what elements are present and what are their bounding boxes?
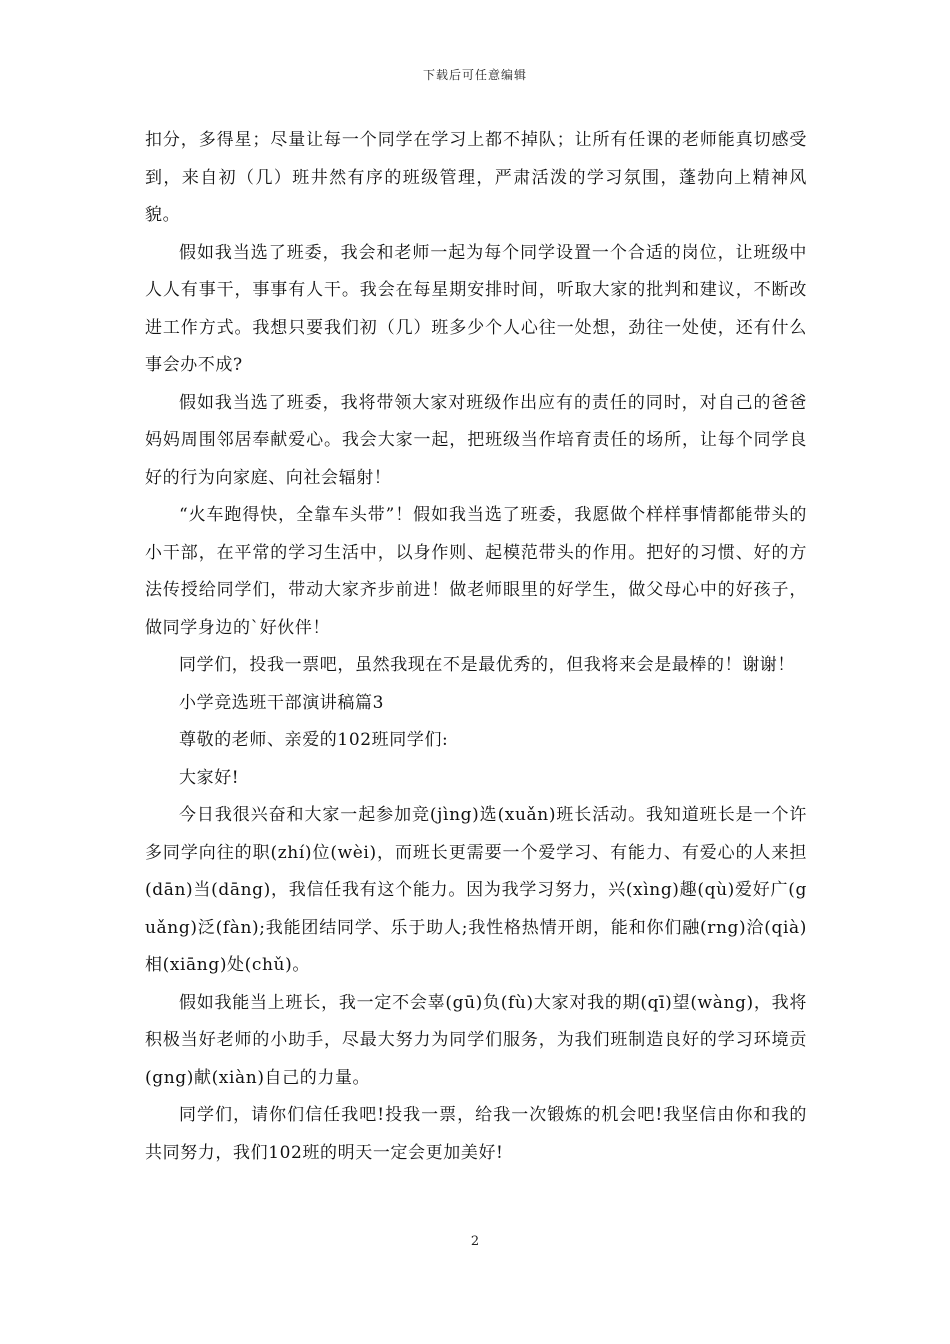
paragraph-introduction: 今日我很兴奋和大家一起参加竞(jìng)选(xuǎn)班长活动。我知道班长是一个许多同学向往的职(zhí)位(wèi)，而班长更需要一个爱学习、有能力、有爱心的人来担(dān)当(dāng)，我信任我有这个能力。因为我学习努力，兴(xìng)趣(qù)爱好广(guǎng)泛(fàn);我能团结同学、乐于助人;我性格热情开朗，能和你们融(rng)洽(qià)相(xiāng)处(chǔ)。 (145, 805, 807, 975)
paragraph-vote-appeal: 同学们，投我一票吧，虽然我现在不是最优秀的，但我将来会是最棒的！谢谢！ (179, 655, 795, 675)
page-number: 2 (470, 1234, 480, 1249)
greeting: 大家好! (179, 767, 240, 788)
paragraph-positions: 假如我当选了班委，我会和老师一起为每个同学设置一个合适的岗位，让班级中人人有事干，事事有人干。我会在每星期安排时间，听取大家的批判和建议，不断改进工作方式。我想只要我们初（几）班多少个人心往一处想，劲往一处使，还有什么事会办不成? (145, 242, 807, 375)
section-title: 小学竞选班干部演讲稿篇3 (179, 692, 385, 713)
header-note: 下载后可任意编辑 (422, 68, 527, 82)
paragraph-promise: 假如我能当上班长，我一定不会辜(gū)负(fù)大家对我的期(qī)望(wàng)，我将积极当好老师的小助手，尽最大努力为同学们服务，为我们班制造良好的学习环境贡(gng)献(xiàn)自己的力量。 (145, 992, 807, 1088)
salutation: 尊敬的老师、亲爱的102班同学们: (179, 730, 449, 750)
paragraph-continuation: 扣分，多得星；尽量让每一个同学在学习上都不掉队；让所有任课的老师能真切感受到，来自初（几）班井然有序的班级管理，严肃活泼的学习氛围，蓬勃向上精神风貌。 (145, 130, 807, 225)
paragraph-closing: 同学们，请你们信任我吧!投我一票，给我一次锻炼的机会吧!我坚信由你和我的共同努力，我们102班的明天一定会更加美好! (145, 1105, 807, 1163)
paragraph-responsibility: 假如我当选了班委，我将带领大家对班级作出应有的责任的同时，对自己的爸爸妈妈周围邻居奉献爱心。我会大家一起，把班级当作培育责任的场所，让每个同学良好的行为向家庭、向社会辐射！ (145, 392, 807, 488)
paragraph-leadership: “火车跑得快，全靠车头带”！假如我当选了班委，我愿做个样样事情都能带头的小干部，在平常的学习生活中，以身作则、起模范带头的作用。把好的习惯、好的方法传授给同学们，带动大家齐步前进！做老师眼里的好学生，做父母心中的好孩子，做同学身边的`好伙伴！ (145, 505, 807, 638)
document-body (145, 122, 807, 1172)
